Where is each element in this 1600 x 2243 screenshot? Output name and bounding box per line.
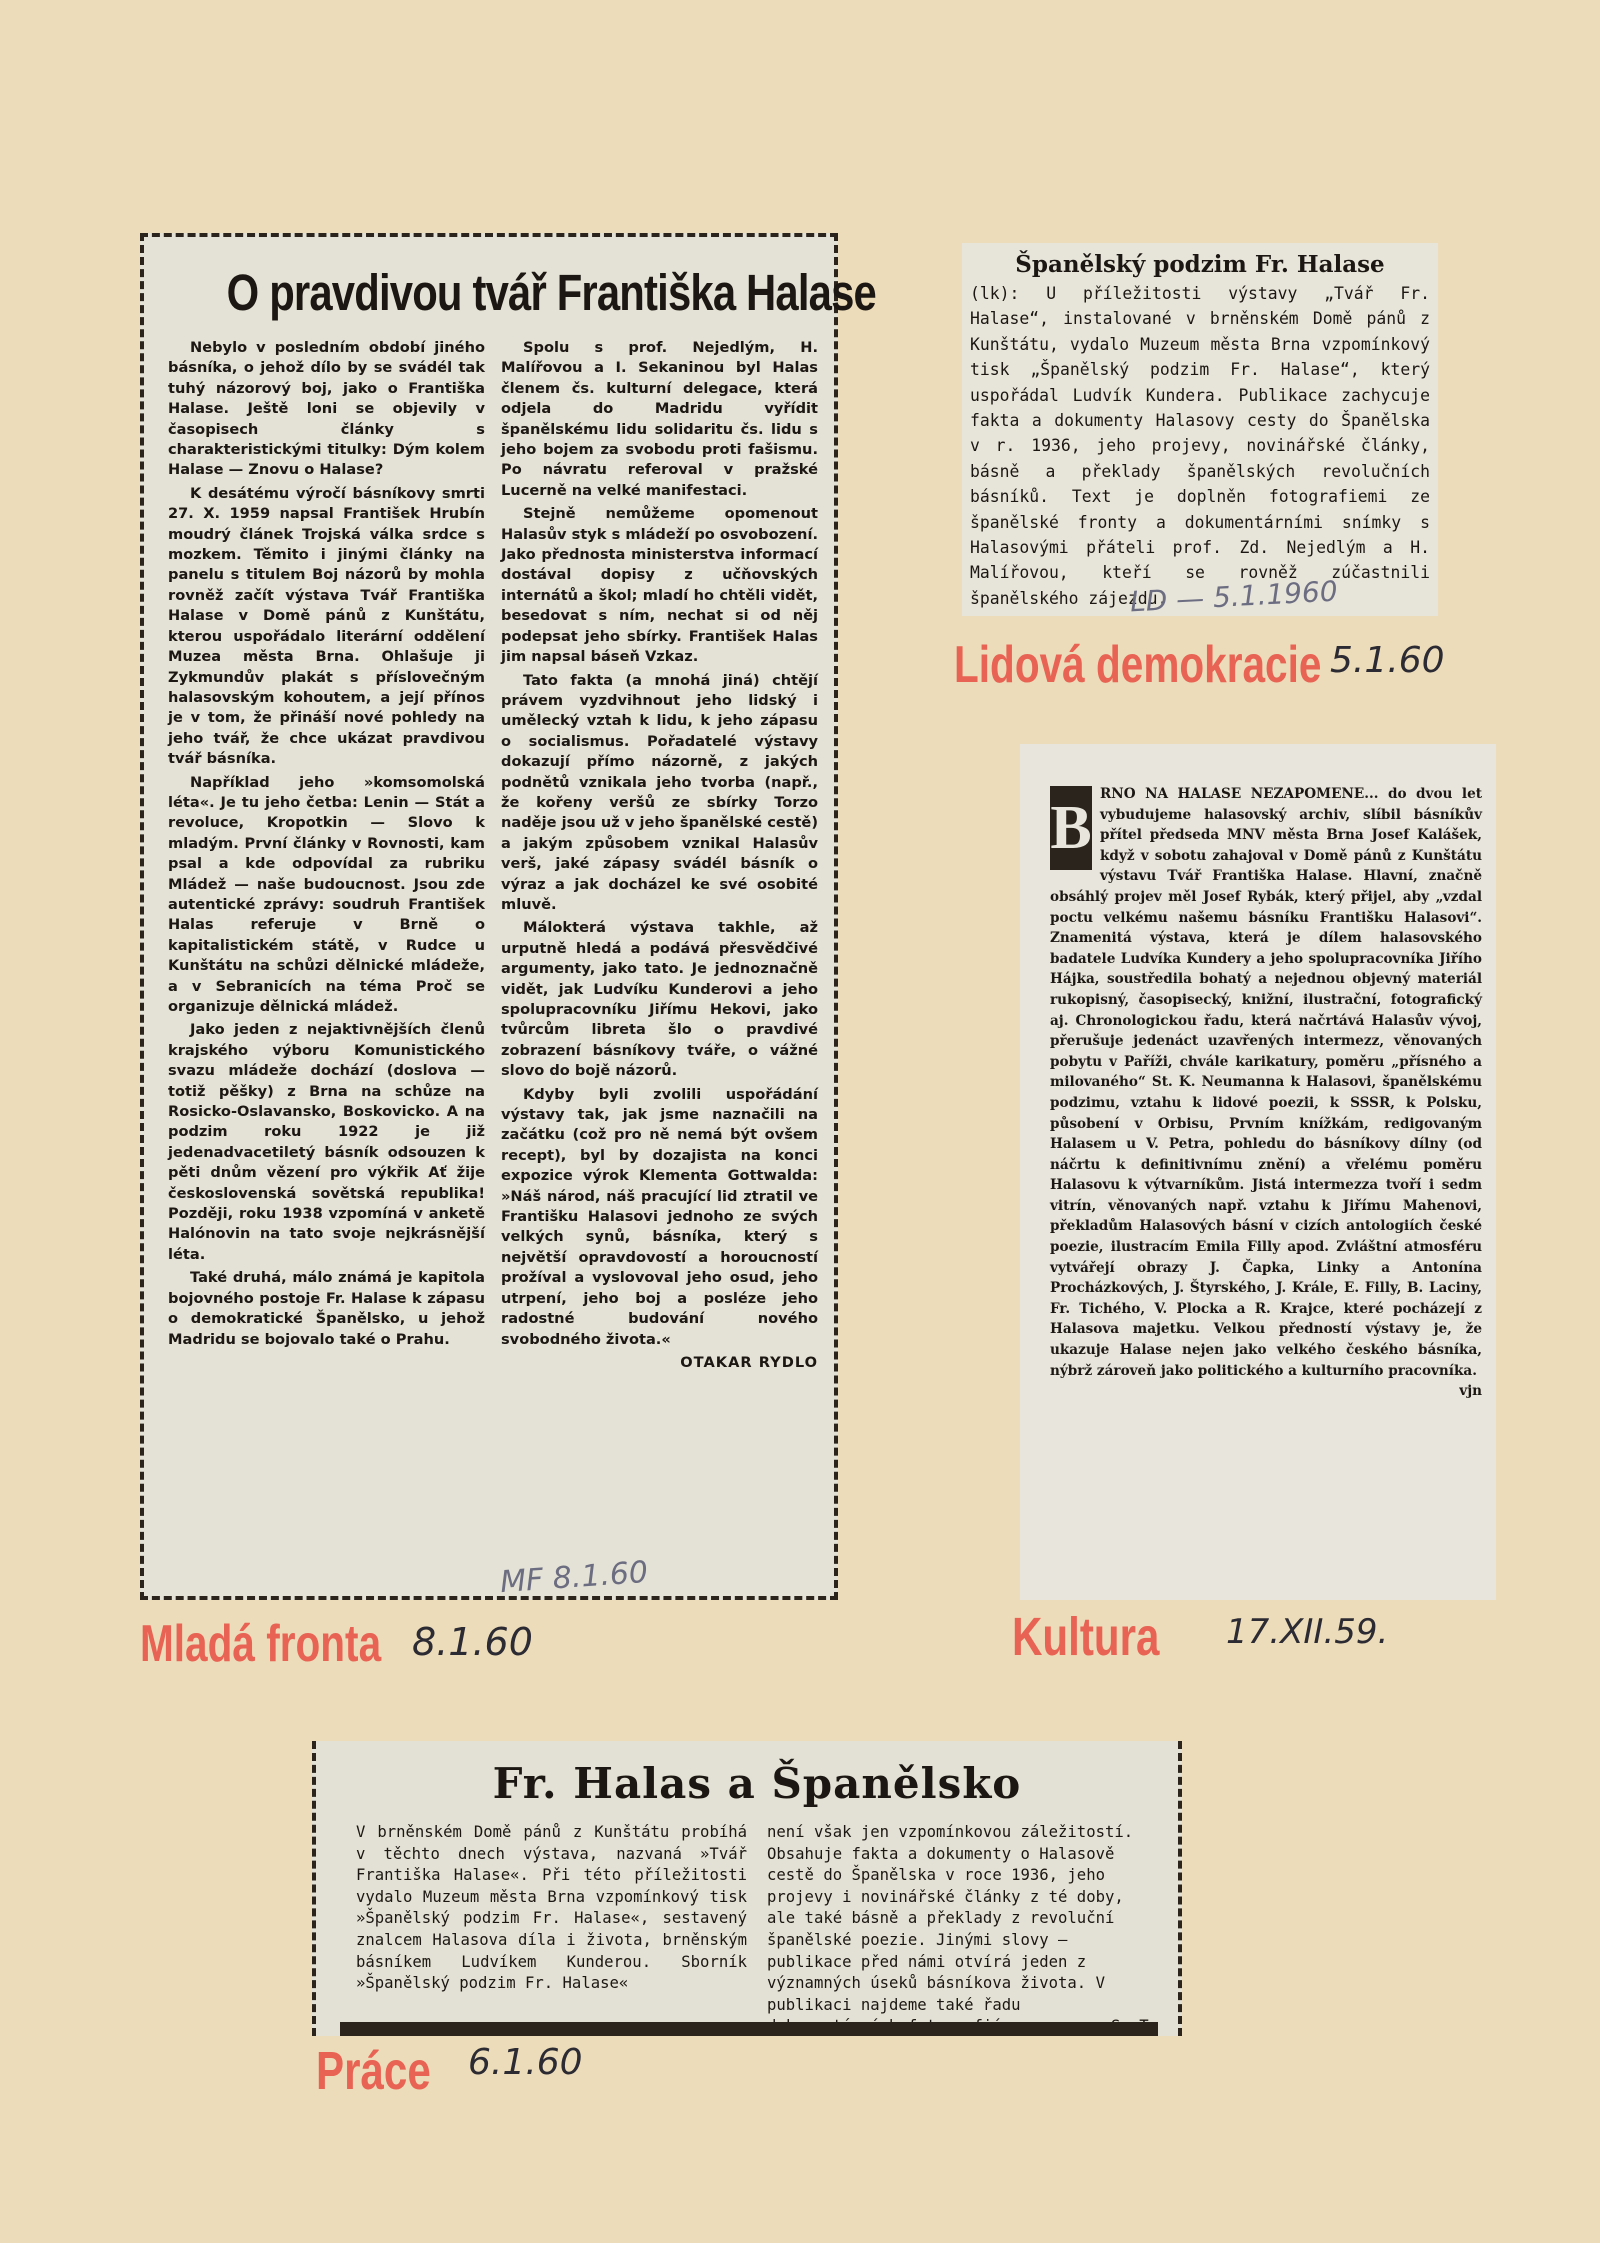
stamp-lidova-demokracie: Lidová demokracie <box>954 636 1322 694</box>
author-signature: vjn <box>1459 1383 1482 1400</box>
article-column-2 <box>767 1822 1158 2038</box>
article-column-1: V brněnském Domě pánů z Kunštátu probíhá v těchto dnech výstava, nazvaná »Tvář Františka Halase«. Při této příležitosti vydalo Muzeum města Brna vzpomínkový tisk »Španělský podzim Fr. Halase«, sestavený znalcem Halasova díla i života, brněnským básníkem Ludvíkem Kunderou. Sborník »Španělský podzim Fr. Halase« <box>356 1823 747 1993</box>
handwritten-date: 6.1.60 <box>468 2042 583 2083</box>
stamp-mlada-fronta: Mladá fronta <box>140 1615 382 1673</box>
stamp-kultura: Kultura <box>1012 1607 1160 1667</box>
headline: O pravdivou tvář Františka Halase <box>226 264 876 321</box>
headline: Španělský podzim Fr. Halase <box>1015 251 1385 278</box>
pencil-note: LD — 5.1.1960 <box>1129 574 1339 619</box>
article-columns <box>168 338 820 1373</box>
article-body: RNO NA HALASE NEZAPOMENE... do dvou let vybudujeme halasovský archiv, slíbil básníkův přítel předseda MNV města Brna Josef Kalášek, když v sobotu zahajoval v Domě pánů z Kunštátu výstavu Tvář Františka Halase. Hlavní, značně obsáhlý projev měl Josef Rybák, který přijel, aby „vzdal poctu velkému našemu básníku Františku Halasovi“. Znamenitá výstava, která je dílem halasovského badatele Ludvíka Kundery a jeho spolupracovníka Jiřího Hájka, soustředila bohatý a nejednou objevný materiál rukopisný, časopisecký, knižní, ilustrační, fotografický aj. Chronologickou řadu, která načrtává Halasův vývoj, přerušuje jedenáct uzavřených intermezz, věnovaných pobytu v Paříži, chvále karikatury, poměru „přísného a milovaného“ St. K. Neumanna k Halasovi, španělskému podzimu, vztahu k lidové poezii, k SSSR, k Polsku, působení v Orbisu, Prvním knížkám, redigovaným Halasem u V. Petra, pohledu do básníkovy dílny (od náčrtu k definitivnímu znění) a vřelému poměru Halasovu k výtvarníkům. Jistá intermezza tvoří i sedm vitrín, věnovaných např. vztahu k Jiřímu Mahenovi, překladům Halasových básní v cizích antologiích české poezie, ilustracím Emila Filly apod. Zvláštní atmosféru vytvářejí obrazy J. Čapka, Linky a Antonína Procházkových, J. Štyrského, J. Krále, E. Filly, B. Laciny, Fr. Tichého, V. Plocka a R. Krajce, které pocházejí z Halasova majetku. Velkou předností výstavy je, že ukazuje Halase nejen jako velkého českého básníka, nýbrž zároveň jako politického a kulturního pracovníka. <box>1050 786 1482 1379</box>
paragraph: Málokterá výstava takhle, až urputně hledá a podává přesvědčivé argumenty, jako tato. Je jednoznačně vidět, jak Ludvíku Kunderovi a jeho spolupracovníku Jiřímu Hekovi, jako tvůrcům libreta šlo o pravdivé zobrazení básníkovy tváře, o vážné slovo do bojě názorů. <box>501 919 818 1080</box>
paragraph: Spolu s prof. Nejedlým, H. Malířovou a I. Sekaninou byl Halas členem čs. kulturní delegace, která odjela do Madridu vyřídit španělskému lidu solidaritu čs. lidu s jeho bojem za svobodu proti fašismu. Po návratu referoval v pražské Lucerně na velké manifestaci. <box>501 339 818 499</box>
paragraph: Tato fakta (a mnohá jiná) chtějí právem vyzdvihnout jeho lidský i umělecký vztah k lidu, k jeho zápasu o socialismus. Pořadatelé výstavy dokazují přímo názorně, z jakých podnětů vznikala jeho tvorba (např., že kořeny veršů ze sbírky Torzo naděje jsou už v jeho španělské cestě) a jakým způsobem vznikal Halasův verš, jaké zápasy svádél básník o výraz a jak docházel ke své osobité mluvě. <box>501 671 818 913</box>
handwritten-date: 5.1.60 <box>1330 640 1445 681</box>
paragraph: Kdyby byli zvolili uspořádání výstavy tak, jak jsme naznačili na začátku (což pro ně nemá být ovšem recept), byl by dozajista na konci expozice výrok Klementa Gottwalda: »Náš národ, náš pracující lid ztratil ve Františku Halasovi jednoho ze svých velkých synů, básníka, který s největší opravdovostí a horoucností prožíval a vyslovoval jeho osud, jeho utrpení, jeho boj a posléze jeho radostné budování nového svobodného života.« <box>501 1085 818 1348</box>
stamp-prace: Práce <box>316 2041 431 2101</box>
clipping-kultura <box>1020 744 1496 1600</box>
paragraph: Nebylo v posledním období jiného básníka, o jehož dílo by se svádél tak tuhý názorový boj, jako o Františka Halase. Ještě loni se objevily v časopisech články s charakteristickými titulky: Dým kolem Halase — Znovu o Halase? <box>168 339 485 479</box>
author-signature: OTAKAR RYDLO <box>680 1353 818 1371</box>
paragraph: K desátému výročí básníkovy smrti 27. X. 1959 napsal František Hrubín moudrý článek Trojská válka srdce s mozkem. Těmito i jinými články na panelu s titulem Boj názorů by mohla rovněž začít výstava Tvář Františka Halase v Domě pánů z Kunštátu, kterou uspořádalo literární oddělení Muzea města Brna. Ohlašuje ji Zykmundův plakát s příslovečným halasovským kohoutem, a její přínos je v tom, že přináší nové pohledy na jeho tvář, že chce ukázat pravdivou tvář básníka. <box>168 484 485 768</box>
paragraph: Stejně nemůžeme opomenout Halasův styk s mládeží po osvobození. Jako přednosta ministerstva informací dostával dopisy z učňovských internátů a škol; mladí ho chtěli vidět, besedovat s ním, nechat si od něj podepsat jeho sbírky. František Halas jim napsal báseň Vzkaz. <box>501 505 818 666</box>
pencil-note: MF 8.1.60 <box>498 1554 650 1601</box>
clipping-mlada-fronta <box>140 233 876 1600</box>
handwritten-date: 17.XII.59. <box>1226 1612 1389 1652</box>
paragraph: Jako jeden z nejaktivnějších členů krajského výboru Komunistického svazu mládeže dochází (doslova — totiž pěšky) z Brna na schůze na Rosicko-Oslavansko, Boskovicko. A na podzim roku 1922 je již jedenadvacetiletý básník odsouzen k pěti dnům vězení pro výkřik Ať žije československá sovětská republika! Později, roku 1938 vzpomíná v anketě Halónovin na tato svoje nejkrásnější léta. <box>168 1021 485 1263</box>
paragraph: Také druhá, málo známá je kapitola bojovného postoje Fr. Halase k zápasu o demokratické Španělsko, u jehož Madridu se bojovalo také o Prahu. <box>168 1269 485 1348</box>
article-columns <box>356 1822 1158 2038</box>
rule-bar <box>340 2022 1158 2036</box>
article-body: (lk): U příležitosti výstavy „Tvář Fr. Halase“, instalované v brněnském Domě pánů z Kunštátu, vydalo Muzeum města Brna vzpomínkový tisk „Španělský podzim Fr. Halase“, který uspořádal Ludvík Kundera. Publikace zachycuje fakta a dokumenty Halasovy cesty do Španělska v r. 1936, jeho projevy, novinářské články, básně a překlady španělských revolučních básníků. Text je doplněn fotografiemi ze španělské fronty a dokumentárními snímky s Halasovými přáteli prof. Zd. Nejedlým a H. Malířovou, kteří se rovněž zúčastnili španělského zájezdu. <box>970 284 1430 608</box>
clipping-lidova-demokracie <box>962 243 1438 616</box>
article-column-1 <box>168 338 485 1373</box>
paragraph: Například jeho »komsomolská léta«. Je tu jeho četba: Lenin — Stát a revoluce, Kropotkin — Slovo k mladým. První články v Rovnosti, kam psal a kde odpovídal za rubriku Mládež — naše budoucnost. Jsou zde autentické zprávy: soudruh František Halas referuje v Brně o kapitalistickém státě, v Rudce u Kunštátu na schůzi dělnické mládeže, a v Sebranicích na téma Proč se organizuje dělnická mládež. <box>168 773 485 1015</box>
clipping-prace <box>312 1741 1182 2036</box>
handwritten-date: 8.1.60 <box>412 1620 533 1664</box>
paragraph: není však jen vzpomínkovou záležitostí. Obsahuje fakta a dokumenty o Halasově cestě do Španělska v roce 1936, jeho projevy i novinářské články z té doby, ale také básně a překlady z revoluční španělské poezie. Jinými slovy — publikace před námi otvírá jeden z významných úseků básníkova života. V publikaci najdeme také řadu <box>767 1823 1134 2014</box>
article-column-2 <box>501 338 818 1373</box>
headline: Fr. Halas a Španělsko <box>492 1759 1022 1808</box>
drop-cap: B <box>1050 786 1092 870</box>
article-body-wrapper <box>1050 784 1482 1400</box>
